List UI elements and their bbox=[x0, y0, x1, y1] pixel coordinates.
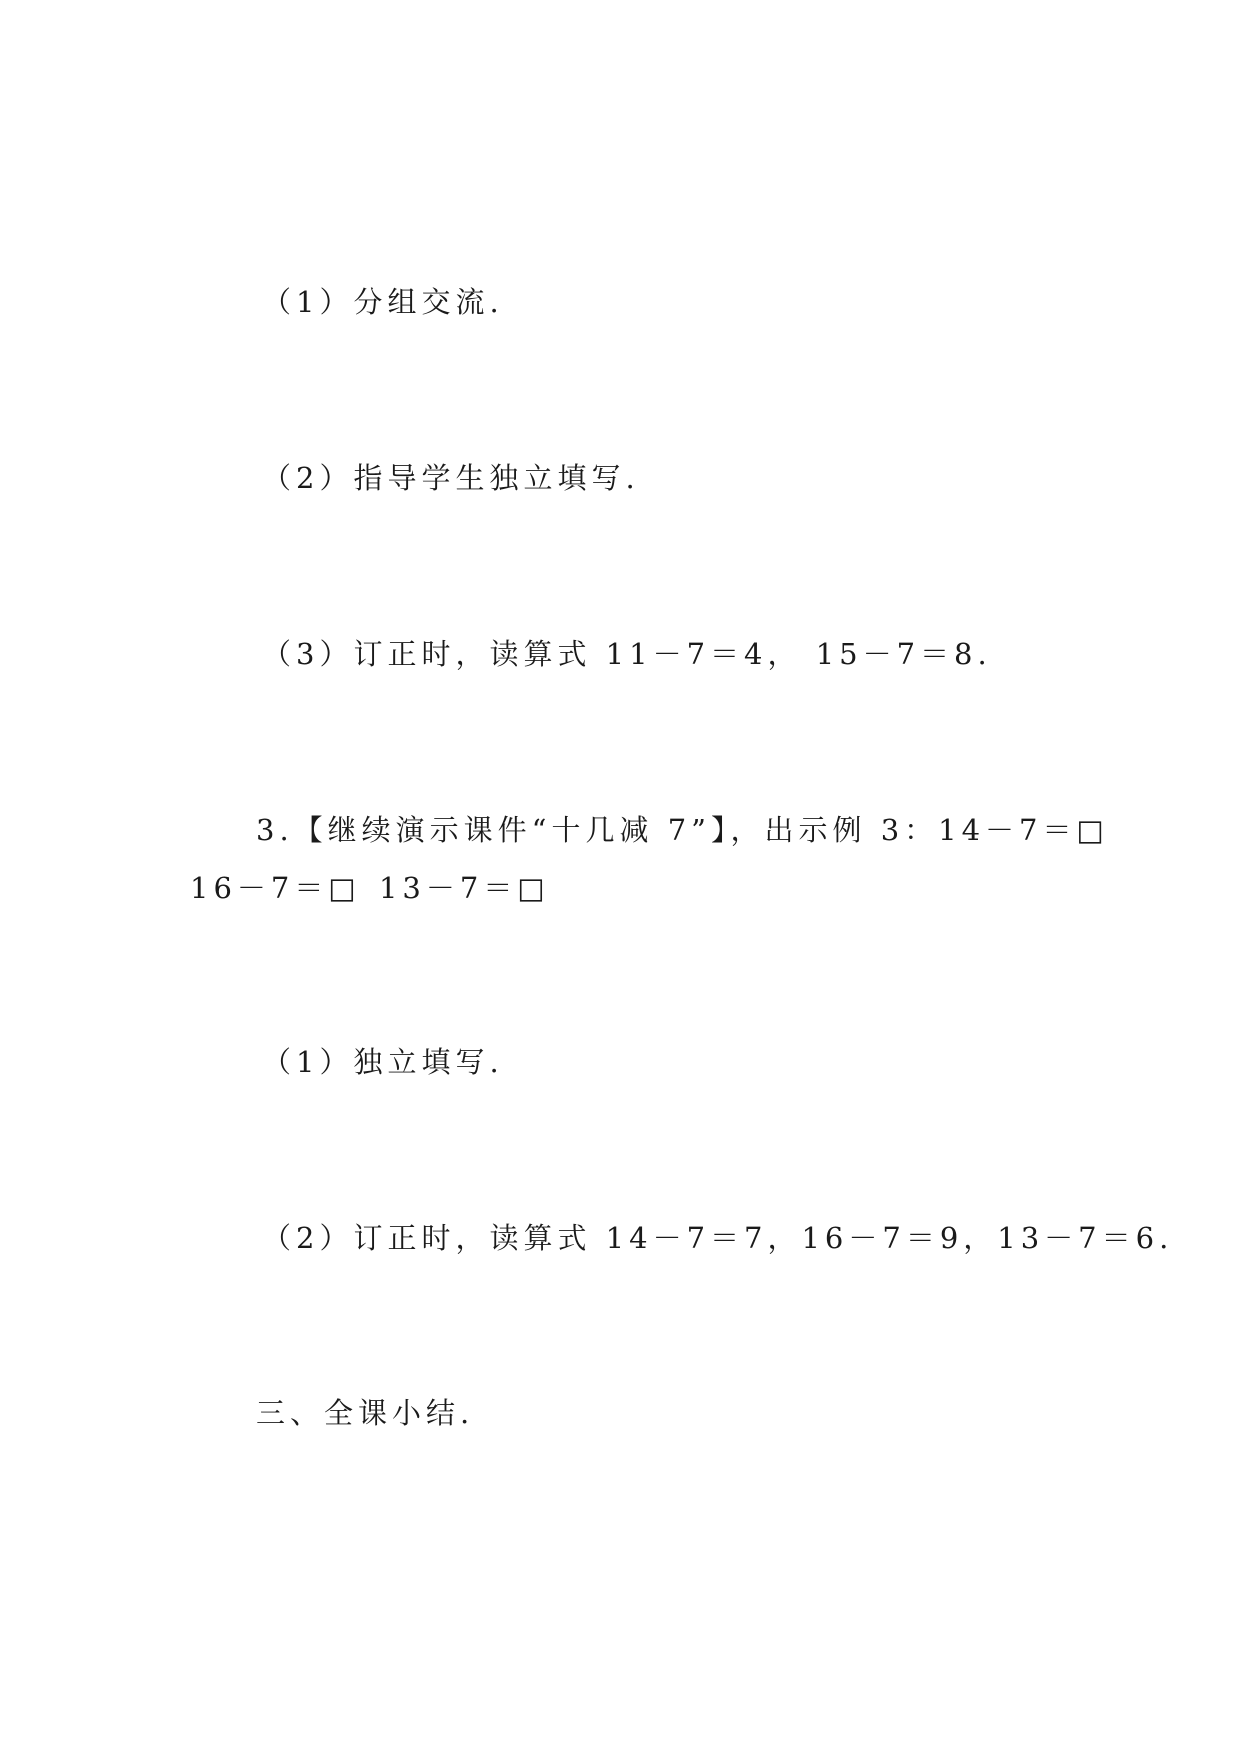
step-independent-fill-in: （1）独立填写. bbox=[262, 1045, 504, 1079]
step-guide-fill-in: （2）指导学生独立填写. bbox=[262, 461, 640, 495]
step-group-discussion: （1）分组交流. bbox=[262, 285, 504, 319]
example-3-exercises: 16－7＝□ 13－7＝□ bbox=[190, 871, 550, 905]
step-correction-read-formulas: （3）订正时，读算式 11－7＝4， 15－7＝8. bbox=[262, 637, 992, 671]
step-correction-answers: （2）订正时，读算式 14－7＝7，16－7＝9，13－7＝6. bbox=[262, 1221, 1174, 1255]
example-3-heading: 3.【继续演示课件“十几减 7”】，出示例 3：14－7＝□ bbox=[256, 813, 1109, 847]
section-lesson-summary: 三、全课小结. bbox=[256, 1396, 475, 1430]
